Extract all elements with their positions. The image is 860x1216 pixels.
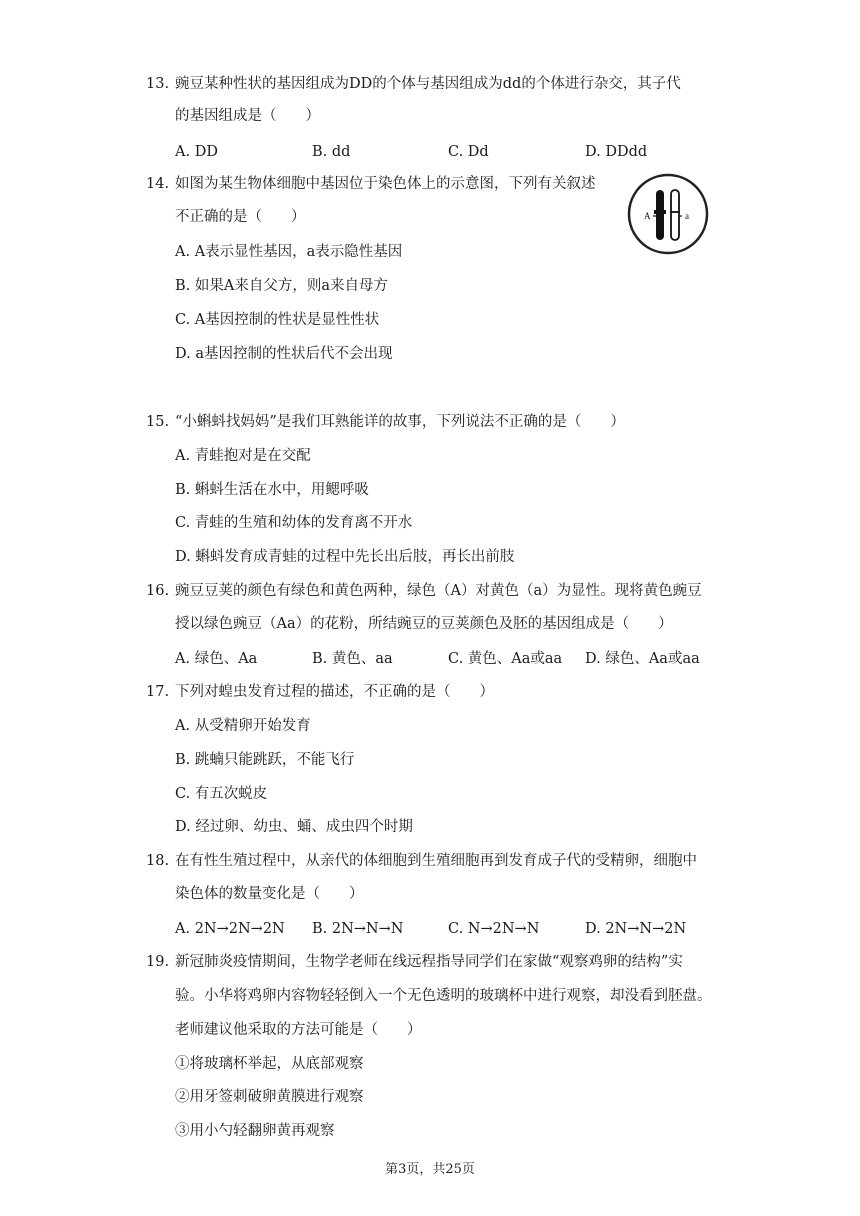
question-14-stem-line-1: 如图为某生物体细胞中基因位于染色体上的示意图，下列有关叙述: [175, 176, 596, 192]
question-13-option-d: D. DDdd: [585, 144, 648, 160]
question-18-option-c: C. N→2N→N: [448, 921, 540, 937]
question-16-stem-line-2: 授以绿色豌豆（Aa）的花粉，所结豌豆的豆荚颜色及胚的基因组成是（ ）: [175, 616, 673, 632]
question-19-option-2: ②用牙签刺破卵黄膜进行观察: [175, 1089, 364, 1105]
question-13-option-b: B. dd: [312, 144, 351, 160]
question-15-option-b: B. 蝌蚪生活在水中，用鳃呼吸: [175, 482, 369, 498]
chromosome-light: [671, 190, 679, 240]
question-18-stem-line-1: 在有性生殖过程中，从亲代的体细胞到生殖细胞再到发育成子代的受精卵，细胞中: [175, 853, 697, 869]
question-17-number: 17.: [146, 684, 170, 700]
question-18-option-b: B. 2N→N→N: [312, 921, 404, 937]
question-19-stem-line-3: 老师建议他采取的方法可能是（ ）: [175, 1022, 422, 1038]
question-17-option-c: C. 有五次蜕皮: [175, 786, 268, 802]
question-16-option-c: C. 黄色、Aa或aa: [448, 651, 563, 667]
question-15-stem-line-1: “小蝌蚪找妈妈”是我们耳熟能详的故事，下列说法不正确的是（ ）: [175, 414, 625, 430]
question-14-option-d: D. a基因控制的性状后代不会出现: [175, 346, 393, 362]
question-15-number: 15.: [146, 414, 170, 430]
question-18-number: 18.: [146, 853, 170, 869]
question-17-option-d: D. 经过卵、幼虫、蛹、成虫四个时期: [175, 819, 413, 835]
question-14-option-c: C. A基因控制的性状是显性性状: [175, 312, 380, 328]
question-18-stem-line-2: 染色体的数量变化是（ ）: [175, 886, 364, 902]
question-13-number: 13.: [146, 76, 170, 92]
figure-circle: [629, 175, 707, 253]
question-19-number: 19.: [146, 954, 170, 970]
question-16-stem-line-1: 豌豆豆荚的颜色有绿色和黄色两种，绿色（A）对黄色（a）为显性。现将黄色豌豆: [175, 583, 702, 599]
question-13-option-c: C. Dd: [448, 144, 489, 160]
question-16-option-b: B. 黄色、aa: [312, 651, 393, 667]
question-15-option-a: A. 青蛙抱对是在交配: [175, 448, 311, 464]
chromosome-dark: [656, 190, 664, 240]
question-17-option-b: B. 跳蝻只能跳跃，不能飞行: [175, 752, 355, 768]
question-19-stem-line-1: 新冠肺炎疫情期间，生物学老师在线远程指导同学们在家做“观察鸡卵的结构”实: [175, 954, 683, 970]
question-13-stem-line-2: 的基因组成是（ ）: [175, 108, 320, 124]
question-14-option-a: A. A表示显性基因，a表示隐性基因: [175, 244, 403, 260]
question-14-option-b: B. 如果A来自父方，则a来自母方: [175, 278, 388, 294]
question-17-option-a: A. 从受精卵开始发育: [175, 718, 311, 734]
question-19-option-3: ③用小勺轻翻卵黄再观察: [175, 1123, 335, 1139]
question-13-option-a: A. DD: [175, 144, 218, 160]
question-15-option-d: D. 蝌蚪发育成青蛙的过程中先长出后肢，再长出前肢: [175, 549, 515, 565]
chromosome-diagram: [626, 172, 710, 256]
gene-label-right: a: [685, 211, 689, 221]
question-18-option-d: D. 2N→N→2N: [585, 921, 687, 937]
question-16-option-d: D. 绿色、Aa或aa: [585, 651, 700, 667]
question-19-option-1: ①将玻璃杯举起，从底部观察: [175, 1056, 364, 1072]
question-15-option-c: C. 青蛙的生殖和幼体的发育离不开水: [175, 515, 413, 531]
question-19-stem-line-2: 验。小华将鸡卵内容物轻轻倒入一个无色透明的玻璃杯中进行观察，却没看到胚盘。: [175, 988, 712, 1004]
question-13-stem-line-1: 豌豆某种性状的基因组成为DD的个体与基因组成为dd的个体进行杂交，其子代: [175, 76, 681, 92]
gene-label-left: A: [644, 211, 651, 221]
question-16-number: 16.: [146, 583, 170, 599]
question-17-stem-line-1: 下列对蝗虫发育过程的描述，不正确的是（ ）: [175, 684, 494, 700]
question-14-stem-line-2: 不正确的是（ ）: [175, 209, 306, 225]
centromere-dark: [654, 210, 666, 214]
page-footer: 第3页，共25页: [385, 1162, 475, 1177]
question-16-option-a: A. 绿色、Aa: [175, 651, 258, 667]
chromosome-diagram-svg: [626, 172, 710, 256]
question-18-option-a: A. 2N→2N→2N: [175, 921, 285, 937]
question-14-number: 14.: [146, 176, 170, 192]
